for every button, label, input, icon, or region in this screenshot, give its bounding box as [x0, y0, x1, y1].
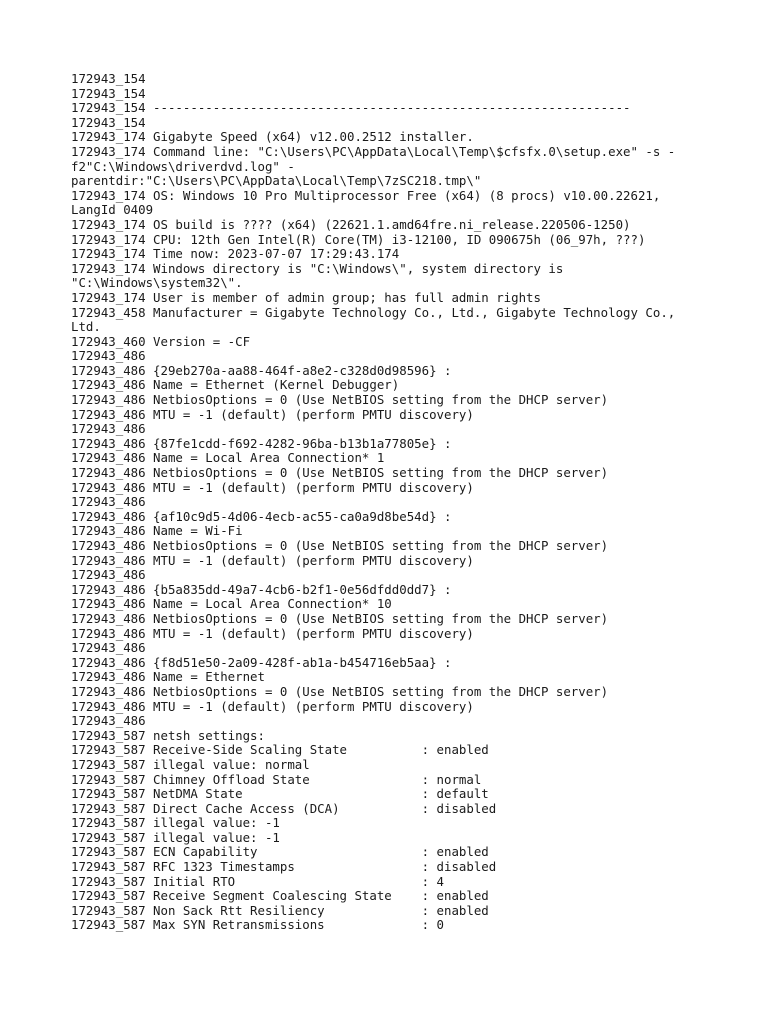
- log-line: 172943_486: [71, 494, 146, 510]
- log-line: 172943_486 NetbiosOptions = 0 (Use NetBIOS setting from the DHCP server): [71, 610, 609, 626]
- log-line: 172943_486 MTU = -1 (default) (perform PMTU discovery): [71, 552, 474, 568]
- log-line: 172943_174 Time now: 2023-07-07 17:29:43.174: [71, 246, 400, 262]
- log-line: 172943_486 MTU = -1 (default) (perform PMTU discovery): [71, 625, 474, 641]
- log-line: 172943_587 netsh settings:: [71, 727, 265, 743]
- log-line: 172943_486: [71, 421, 146, 437]
- log-line: 172943_587 illegal value: normal: [71, 756, 310, 772]
- log-line: 172943_486 Name = Ethernet (Kernel Debugger): [71, 377, 400, 393]
- log-line: 172943_486 Name = Ethernet: [71, 669, 265, 685]
- log-line: 172943_486 Name = Local Area Connection* 10: [71, 596, 392, 612]
- log-line: 172943_154: [71, 85, 146, 101]
- log-line: 172943_486 NetbiosOptions = 0 (Use NetBIOS setting from the DHCP server): [71, 538, 609, 553]
- log-line: 172943_587 Max SYN Retransmissions : 0: [71, 917, 444, 933]
- log-line: 172943_486 NetbiosOptions = 0 (Use NetBIOS setting from the DHCP server): [71, 392, 609, 408]
- log-line: 172943_174 Command line: "C:\Users\PC\AppData\Local\Temp\$cfsfx.0\setup.exe" -s -f2"C:\Windows\driverdvd.log" -parentdir:"C:\Users\PC\AppData\Local\Temp\7zSC218.tmp\": [71, 143, 676, 189]
- log-line: 172943_587 ECN Capability : enabled: [71, 844, 489, 860]
- log-line: 172943_587 NetDMA State : default: [71, 786, 489, 802]
- log-line: 172943_486 MTU = -1 (default) (perform PMTU discovery): [71, 698, 474, 714]
- log-line: 172943_174 OS build is ???? (x64) (22621.1.amd64fre.ni_release.220506-1250): [71, 216, 631, 232]
- log-line: 172943_486 Name = Local Area Connection* 1: [71, 450, 385, 466]
- log-line: 172943_587 Non Sack Rtt Resiliency : enabled: [71, 902, 489, 918]
- log-line: 172943_154: [71, 114, 146, 130]
- log-line: 172943_174 CPU: 12th Gen Intel(R) Core(TM) i3-12100, ID 090675h (06_97h, ???): [71, 231, 646, 247]
- log-line: 172943_587 Receive Segment Coalescing State : enabled: [71, 888, 489, 904]
- log-line: 172943_587 illegal value: -1: [71, 815, 280, 831]
- log-line: 172943_486 MTU = -1 (default) (perform PMTU discovery): [71, 479, 474, 495]
- log-line: 172943_486: [71, 348, 146, 364]
- log-line: 172943_154 ----------------------------------------------------------------: [71, 100, 631, 116]
- log-line: 172943_486: [71, 567, 146, 583]
- log-line: 172943_587 Initial RTO : 4: [71, 873, 444, 889]
- log-document: [71, 72, 691, 933]
- log-line: 172943_486 NetbiosOptions = 0 (Use NetBIOS setting from the DHCP server): [71, 465, 609, 481]
- log-line: 172943_486 MTU = -1 (default) (perform PMTU discovery): [71, 406, 474, 422]
- log-line: 172943_458 Manufacturer = Gigabyte Technology Co., Ltd., Gigabyte Technology Co., Ltd.: [71, 304, 683, 335]
- log-line: 172943_174 User is member of admin group; has full admin rights: [71, 289, 541, 305]
- log-line: 172943_486 Name = Wi-Fi: [71, 523, 243, 539]
- log-line: 172943_486 NetbiosOptions = 0 (Use NetBIOS setting from the DHCP server): [71, 683, 609, 699]
- log-line: 172943_486 {b5a835dd-49a7-4cb6-b2f1-0e56dfdd0dd7} :: [71, 581, 452, 597]
- log-line: 172943_486 {f8d51e50-2a09-428f-ab1a-b454716eb5aa} :: [71, 654, 452, 670]
- log-line: 172943_154: [71, 71, 146, 86]
- log-line: 172943_174 Windows directory is "C:\Windows\", system directory is "C:\Windows\system32\".: [71, 260, 571, 291]
- log-line: 172943_486 {29eb270a-aa88-464f-a8e2-c328d0d98596} :: [71, 362, 452, 378]
- log-line: 172943_587 Direct Cache Access (DCA) : disabled: [71, 800, 497, 816]
- log-line: 172943_587 Receive-Side Scaling State : enabled: [71, 742, 489, 758]
- log-line: 172943_174 Gigabyte Speed (x64) v12.00.2512 installer.: [71, 129, 474, 145]
- log-line: 172943_587 illegal value: -1: [71, 829, 280, 845]
- log-line: 172943_486: [71, 713, 146, 729]
- log-line: 172943_174 OS: Windows 10 Pro Multiprocessor Free (x64) (8 procs) v10.00.22621, LangId 0409: [71, 187, 668, 218]
- log-line: 172943_587 Chimney Offload State : normal: [71, 771, 482, 787]
- log-line: 172943_460 Version = -CF: [71, 333, 251, 349]
- log-line: 172943_486 {af10c9d5-4d06-4ecb-ac55-ca0a9d8be54d} :: [71, 508, 452, 524]
- log-line: 172943_587 RFC 1323 Timestamps : disabled: [71, 859, 497, 875]
- log-line: 172943_486: [71, 640, 146, 656]
- log-line: 172943_486 {87fe1cdd-f692-4282-96ba-b13b1a77805e} :: [71, 435, 452, 451]
